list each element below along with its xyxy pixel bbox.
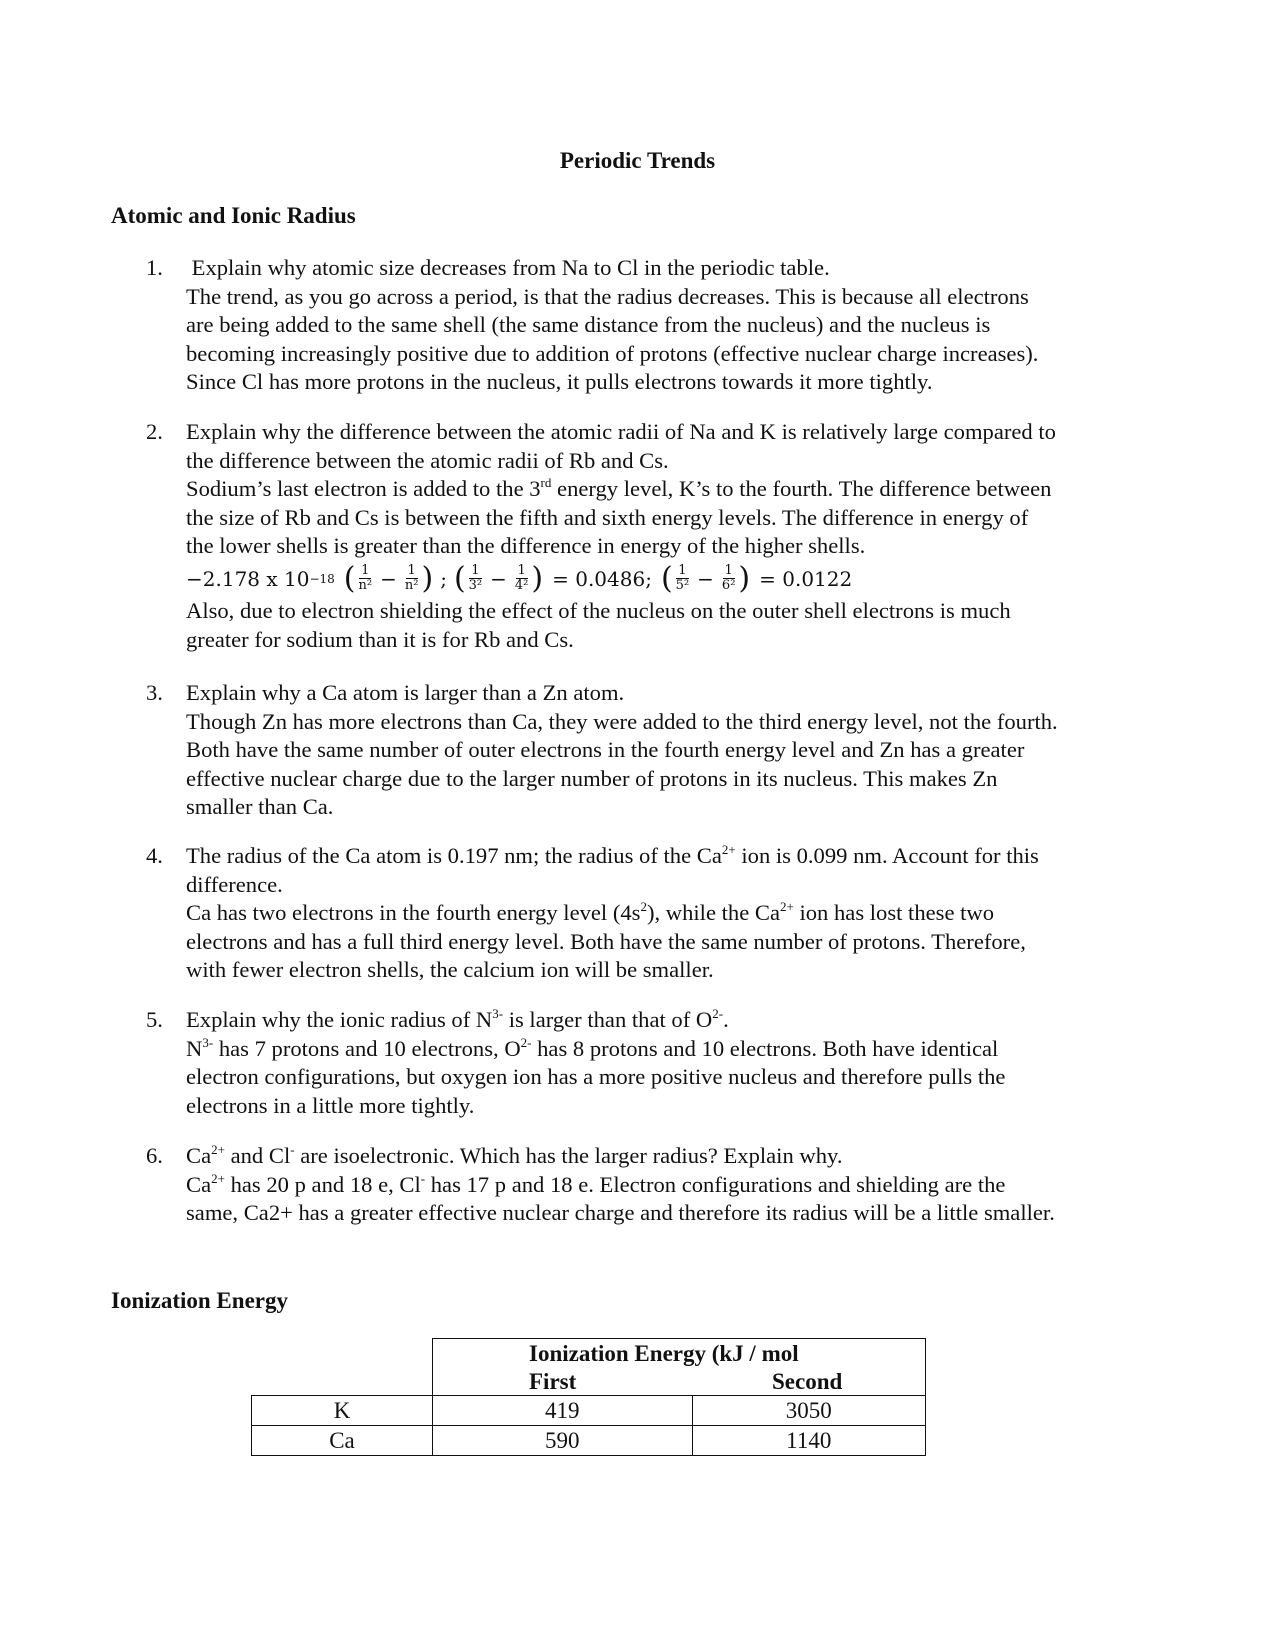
table-header-title: Ionization Energy (kJ / mol	[529, 1341, 799, 1366]
question-text: the difference between the atomic radii of Rb and Cs.	[186, 447, 669, 473]
answer-line: Though Zn has more electrons than Ca, they were added to the third energy level, not the fourth.	[186, 708, 1058, 734]
question-1	[146, 254, 1166, 397]
question-4	[146, 842, 1166, 985]
question-number: 6.	[146, 1143, 163, 1168]
answer-line: electrons in a little more tightly.	[186, 1092, 475, 1118]
question-text: $Ca^{2+}$ and Cl- are isoelectronic. Which has the larger radius? Explain why.	[186, 1142, 843, 1168]
answer-line: smaller than Ca.	[186, 794, 334, 820]
question-number: 1.	[146, 255, 163, 280]
answer-line: Since Cl has more protons in the nucleus, it pulls electrons towards it more tightly.	[186, 369, 933, 395]
answer-line: greater for sodium than it is for Rb and Cs.	[186, 626, 574, 652]
table-column-second: Second	[772, 1369, 843, 1394]
answer-line: the lower shells is greater than the difference in energy of the higher shells.	[186, 533, 866, 559]
answer-line: electrons and has a full third energy level. Both have the same number of protons. Therefore,	[186, 928, 1026, 954]
table-column-first: First	[529, 1369, 577, 1394]
answer-line: electron configurations, but oxygen ion has a more positive nucleus and therefore pulls the	[186, 1064, 1006, 1090]
question-number: 2.	[146, 419, 163, 444]
fraction: $\frac{1}{\text{4²}}$	[514, 563, 529, 594]
table-header-row	[252, 1339, 926, 1396]
table-cell-second: 3050	[692, 1396, 925, 1426]
question-2	[146, 418, 1166, 654]
question-text: Explain why a Ca atom is larger than a Zn atom.	[186, 680, 625, 705]
question-text: difference.	[186, 871, 283, 897]
fraction: $\frac{1}{\text{3²}}$	[468, 563, 483, 594]
table-blank-cell	[252, 1339, 433, 1396]
fraction: $\frac{1}{\text{5²}}$	[675, 563, 690, 594]
question-text: Explain why the difference between the atomic radii of Na and K is relatively large compared to	[186, 419, 1056, 444]
answer-line: Ca has two electrons in the fourth energy level $(4s^2)$, while the $Ca^{2+}$ ion has lost these two	[186, 899, 995, 926]
table-row	[252, 1396, 926, 1426]
section-heading-radius: Atomic and Ionic Radius	[111, 203, 356, 228]
section-heading-ionization: Ionization Energy	[111, 1288, 288, 1313]
question-number: 3.	[146, 680, 163, 705]
table-cell-second: 1140	[692, 1426, 925, 1456]
answer-line: are being added to the same shell (the same distance from the nucleus) and the nucleus is	[186, 312, 991, 338]
energy-formula: −2.178 x 10 −18 ( $\frac{1}{\text{n²}}$ − $\frac{1}{\text{n²}}$ ) ; ( $\frac{1}{\text{3²}}$ − $\frac{1}{\text{4²}}$ ) = 0.0486; ( $\frac{1}{\text{5²}}$ − $\frac{1}{\text{6²}}$ ) = 0.0122	[186, 560, 853, 596]
table-cell-element: Ca	[252, 1426, 433, 1456]
question-text: The radius of the Ca atom is 0.197 nm; the radius of the $Ca^{2+}$ ion is 0.099 nm. Account for this	[186, 842, 1039, 868]
page-title: Periodic Trends	[559, 148, 716, 173]
answer-line: Sodium’s last electron is added to the 3rd energy level, K’s to the fourth. The difference between	[186, 475, 1052, 502]
question-number: 4.	[146, 843, 163, 868]
ionization-energy-table	[251, 1338, 926, 1456]
question-number: 5.	[146, 1007, 163, 1032]
answer-line: $N^{3-}$ has 7 protons and 10 electrons, $O^{2-}$ has 8 protons and 10 electrons. Both have identical	[186, 1034, 999, 1061]
answer-line: Both have the same number of outer electrons in the fourth energy level and Zn has a greater	[186, 737, 1025, 763]
question-6	[146, 1142, 1166, 1228]
table-cell-element: K	[252, 1396, 433, 1426]
question-5	[146, 1006, 1166, 1120]
question-text: Explain why atomic size decreases from Na to Cl in the periodic table.	[186, 255, 830, 280]
fraction: $\frac{1}{\text{6²}}$	[721, 563, 736, 594]
table-header-cell	[433, 1339, 926, 1396]
answer-line: the size of Rb and Cs is between the fifth and sixth energy levels. The difference in energy of	[186, 504, 1029, 530]
question-text: Explain why the ionic radius of $N^{3-}$ is larger than that of $O^{2-}$.	[186, 1006, 729, 1032]
table-cell-first: 590	[433, 1426, 693, 1456]
fraction: $\frac{1}{\text{n²}}$	[404, 563, 419, 594]
table-row	[252, 1426, 926, 1456]
fraction: $\frac{1}{\text{n²}}$	[358, 563, 373, 594]
answer-line: $Ca^{2+}$ has 20 p and 18 e, Cl- has 17 p and 18 e. Electron configurations and shielding are the	[186, 1170, 1006, 1197]
answer-line: with fewer electron shells, the calcium ion will be smaller.	[186, 957, 714, 983]
answer-line: effective nuclear charge due to the larger number of protons in its nucleus. This makes Zn	[186, 765, 998, 791]
table-cell-first: 419	[433, 1396, 693, 1426]
answer-line: The trend, as you go across a period, is that the radius decreases. This is because all electrons	[186, 283, 1029, 309]
answer-line: Also, due to electron shielding the effect of the nucleus on the outer shell electrons is much	[186, 597, 1011, 623]
question-3	[146, 679, 1166, 822]
answer-line: same, Ca2+ has a greater effective nuclear charge and therefore its radius will be a little smaller.	[186, 1200, 1055, 1226]
answer-line: becoming increasingly positive due to addition of protons (effective nuclear charge increases).	[186, 340, 1039, 366]
